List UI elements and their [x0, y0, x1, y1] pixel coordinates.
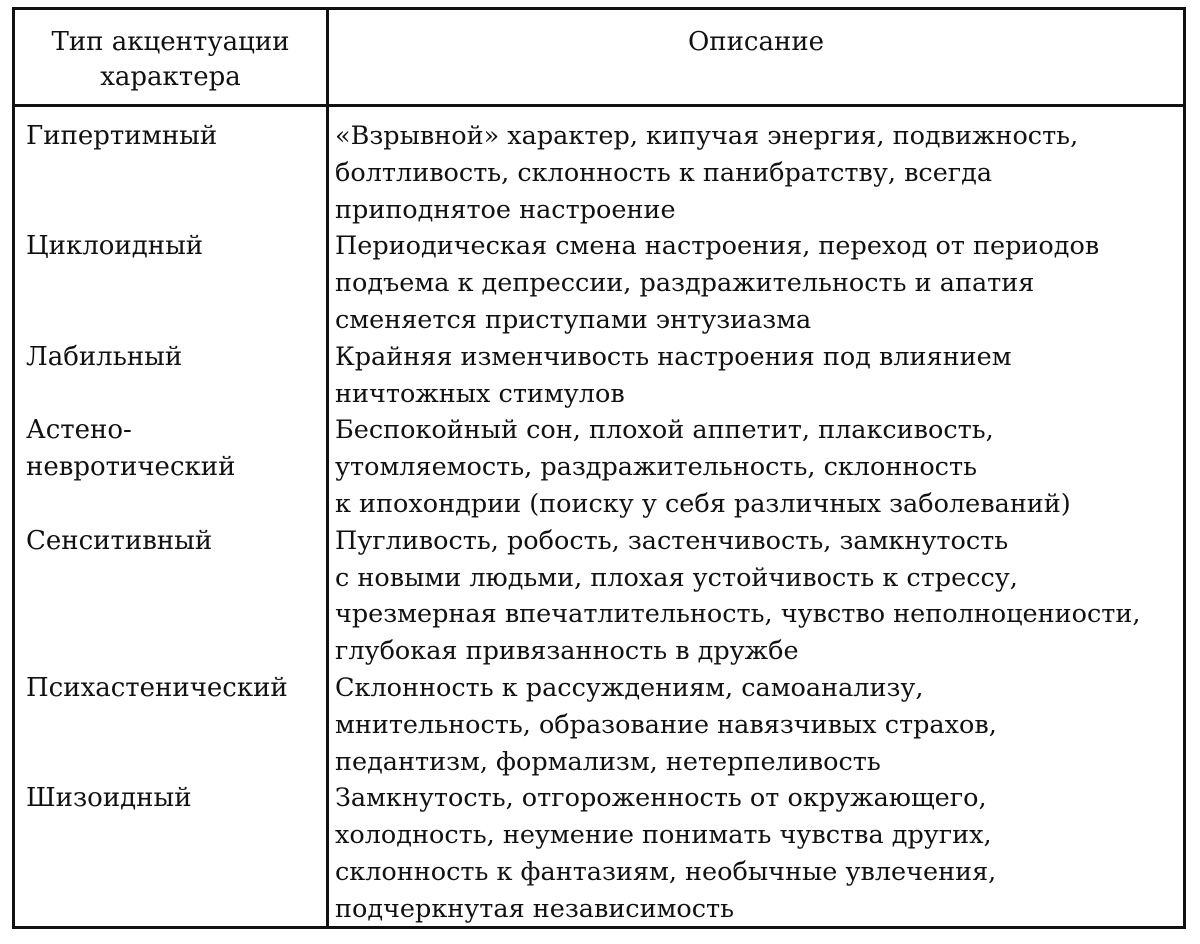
type-cell: Гипертимный [26, 121, 218, 151]
header-type: Тип акцентуации характера [51, 27, 290, 92]
description-cell: Беспокойный сон, плохой аппетит, плаксивость, утомляемость, раздражительность, склонность к ипохондрии (поиску у себя различных заболеваний) [335, 415, 1071, 519]
description-cell: Периодическая смена настроения, переход от периодов подъема к депрессии, раздражительность и апатия сменяется приступами энтузиазма [335, 231, 1100, 335]
type-cell: Циклоидный [26, 231, 204, 262]
description-cell: «Взрывной» характер, кипучая энергия, подвижность, болтливость, склонность к панибратству, всегда приподнятое настроение [335, 121, 1079, 225]
type-cell: Сенситивный [26, 525, 213, 556]
accentuation-table [12, 7, 1186, 929]
table-row [15, 523, 1183, 670]
type-cell: Шизоидный [26, 783, 192, 814]
table-body [15, 118, 1183, 928]
description-cell: Пугливость, робость, застенчивость, замкнутость с новыми людьми, плохая устойчивость к стрессу, чрезмерная впечатлительность, чувство неполноцениости, глубокая привязанность в дружбе [335, 525, 1141, 667]
type-cell: Психастенический [26, 672, 288, 703]
table-row [15, 412, 1183, 522]
description-cell: Склонность к рассуждениям, самоанализу, мнительность, образование навязчивых страхов, педантизм, формализм, нетерпеливость [335, 672, 997, 777]
type-cell: Астено- невротический [26, 415, 236, 483]
description-cell: Замкнутость, отгороженность от окружающего, холодность, неумение понимать чувства других, склонность к фантазиям, необычные увлечения, подчеркнутая независимость [335, 783, 997, 924]
type-cell: Лабильный [26, 341, 183, 372]
header-rule [15, 104, 1183, 107]
table-row [15, 228, 1183, 338]
table-row [15, 780, 1183, 927]
description-cell: Крайняя изменчивость настроения под влиянием ничтожных стимулов [335, 341, 1012, 409]
table-row [15, 118, 1183, 228]
table-row [15, 339, 1183, 413]
table-row [15, 670, 1183, 780]
header-description: Описание [687, 27, 825, 57]
